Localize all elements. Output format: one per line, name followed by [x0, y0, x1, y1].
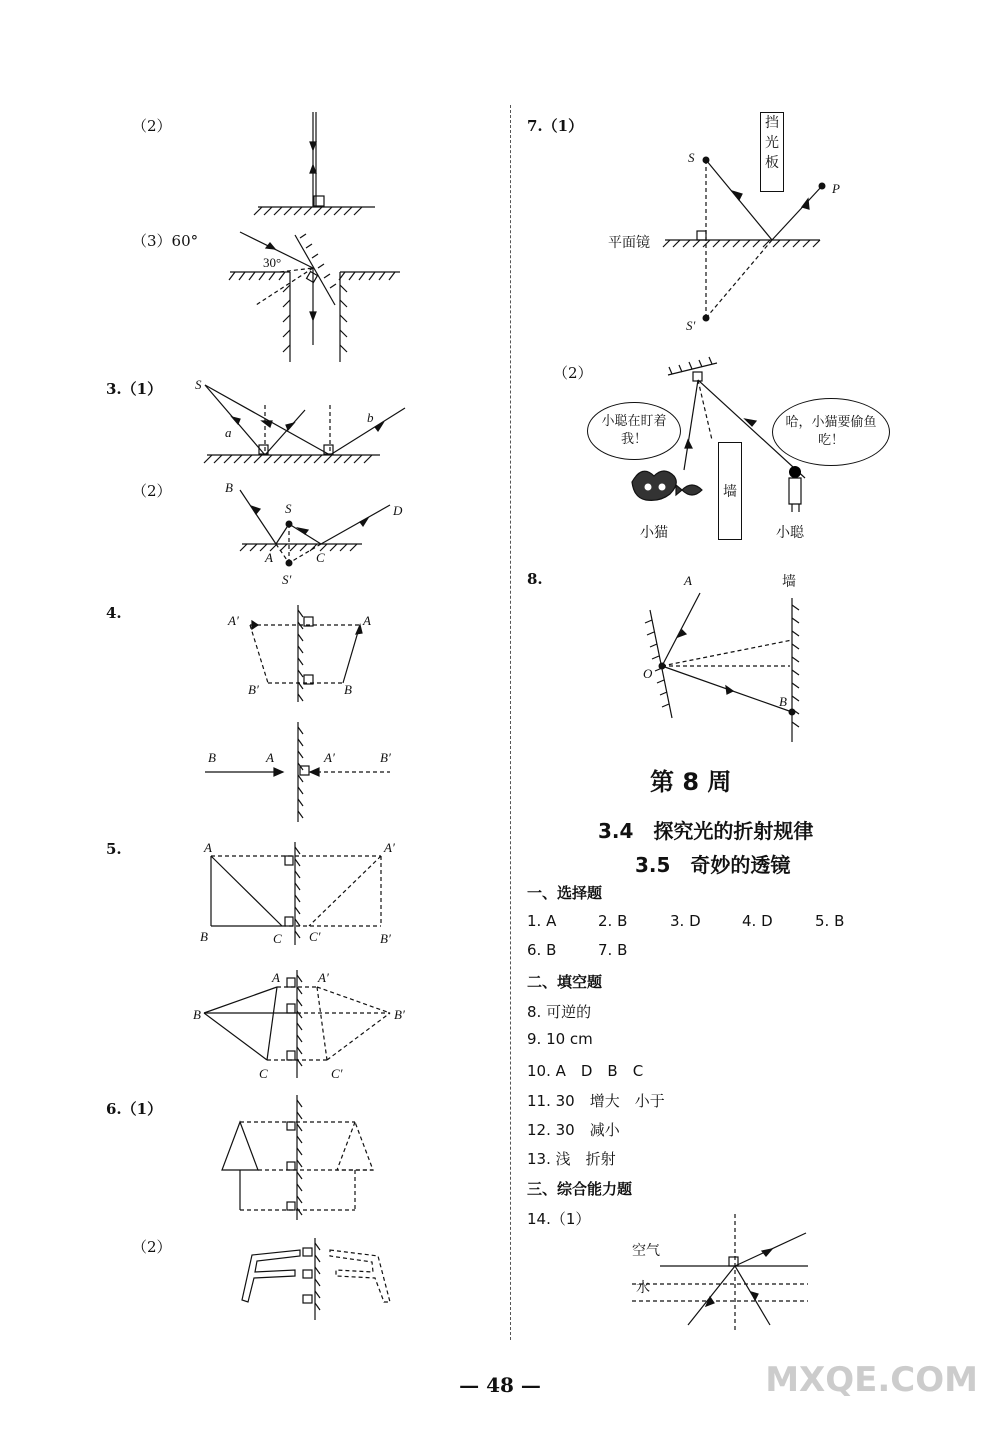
- fill-12: 12. 30 减小: [527, 1121, 620, 1139]
- q8-label: 8.: [527, 570, 543, 588]
- fill-9: 9. 10 cm: [527, 1030, 593, 1048]
- q3-2-label-D: D: [393, 503, 403, 518]
- part3-heading: 三、综合能力题: [527, 1180, 633, 1198]
- q4-2-label-B: B: [208, 750, 216, 765]
- cat-caption: 小猫: [640, 525, 668, 541]
- mc-2: 2. B: [598, 912, 628, 930]
- mc-4: 4. D: [742, 912, 773, 930]
- mc-6: 6. B: [527, 941, 557, 959]
- q5-label-C: C: [273, 931, 282, 946]
- q7-label-S: S: [688, 150, 695, 165]
- q14-label: 14.（1）: [527, 1210, 591, 1228]
- fill-8: 8. 可逆的: [527, 1003, 592, 1021]
- q7-label-Sp: S′: [686, 318, 696, 333]
- week-title: 第 8 周: [650, 768, 732, 796]
- q4-label-Ap: A′: [228, 613, 239, 628]
- q3-2-label-C: C: [316, 550, 325, 565]
- page-number: — 48 —: [459, 1373, 541, 1397]
- q5-label-Cp: C′: [309, 929, 321, 944]
- q3-2-label-Sp: S′: [282, 572, 292, 587]
- part1-heading: 一、选择题: [527, 884, 603, 902]
- q8-wall-label: 墙: [782, 574, 796, 590]
- angle-30: 30°: [263, 255, 282, 270]
- q5-label: 5.: [106, 840, 122, 858]
- q2-3-label: （3）60°: [132, 232, 199, 250]
- q4-label-A: A: [363, 613, 371, 628]
- q5-2-label-Ap: A′: [318, 970, 329, 985]
- q5-label-Bp: B′: [380, 931, 391, 946]
- q4-label-B: B: [344, 682, 352, 697]
- q3-label-a: a: [225, 425, 232, 440]
- q8-label-B: B: [779, 694, 787, 709]
- section-3-4-title: 3.4 探究光的折射规律: [598, 819, 814, 843]
- q4-label: 4.: [106, 604, 122, 622]
- air-label: 空气: [632, 1243, 660, 1259]
- q4-label-Bp: B′: [248, 682, 259, 697]
- fill-10: 10. A D B C: [527, 1062, 644, 1080]
- q5-2-label-Bp: B′: [394, 1007, 405, 1022]
- mc-7: 7. B: [598, 941, 628, 959]
- q5-2-label-Cp: C′: [331, 1066, 343, 1081]
- q5-2-label-A: A: [272, 970, 280, 985]
- fill-11: 11. 30 增大 小于: [527, 1092, 665, 1110]
- part2-heading: 二、填空题: [527, 973, 603, 991]
- q8-label-A: A: [684, 573, 692, 588]
- mc-5: 5. B: [815, 912, 845, 930]
- q5-2-label-C: C: [259, 1066, 268, 1081]
- mc-1: 1. A: [527, 912, 557, 930]
- q2-2-label: （2）: [132, 117, 172, 135]
- q3-label-S: S: [195, 377, 202, 392]
- fill-13: 13. 浅 折射: [527, 1150, 616, 1168]
- q3-2-label-A: A: [265, 550, 273, 565]
- q4-2-label-Bp: B′: [380, 750, 391, 765]
- q6-2-label: （2）: [132, 1238, 172, 1256]
- boy-caption: 小聪: [776, 525, 804, 541]
- q3-1-label: 3.（1）: [106, 380, 163, 398]
- cat-speech-bubble: 小聪在盯着我！: [587, 402, 681, 460]
- watermark: MXQE.COM: [765, 1360, 978, 1400]
- q6-1-label: 6.（1）: [106, 1100, 163, 1118]
- light-block-board: 挡光板: [760, 112, 784, 192]
- q4-2-label-A: A: [266, 750, 274, 765]
- q4-2-label-Ap: A′: [324, 750, 335, 765]
- plane-mirror-label: 平面镜: [608, 235, 650, 251]
- q3-label-b: b: [367, 410, 374, 425]
- q5-label-A: A: [204, 840, 212, 855]
- q8-label-O: O: [643, 666, 653, 681]
- q3-2-label-B: B: [225, 480, 233, 495]
- water-label: 水: [636, 1280, 650, 1296]
- q5-2-label-B: B: [193, 1007, 201, 1022]
- q5-label-B: B: [200, 929, 208, 944]
- q3-2-label: （2）: [132, 482, 172, 500]
- mc-3: 3. D: [670, 912, 701, 930]
- q7-2-label: （2）: [553, 364, 593, 382]
- boy-speech-bubble: 哈，小猫要偷鱼吃！: [772, 398, 890, 466]
- q5-label-Ap: A′: [384, 840, 395, 855]
- q7-1-label: 7.（1）: [527, 117, 584, 135]
- q7-label-P: P: [832, 181, 840, 196]
- section-3-5-title: 3.5 奇妙的透镜: [635, 853, 791, 877]
- q3-2-label-S: S: [285, 501, 292, 516]
- wall-box: 墙: [718, 442, 742, 540]
